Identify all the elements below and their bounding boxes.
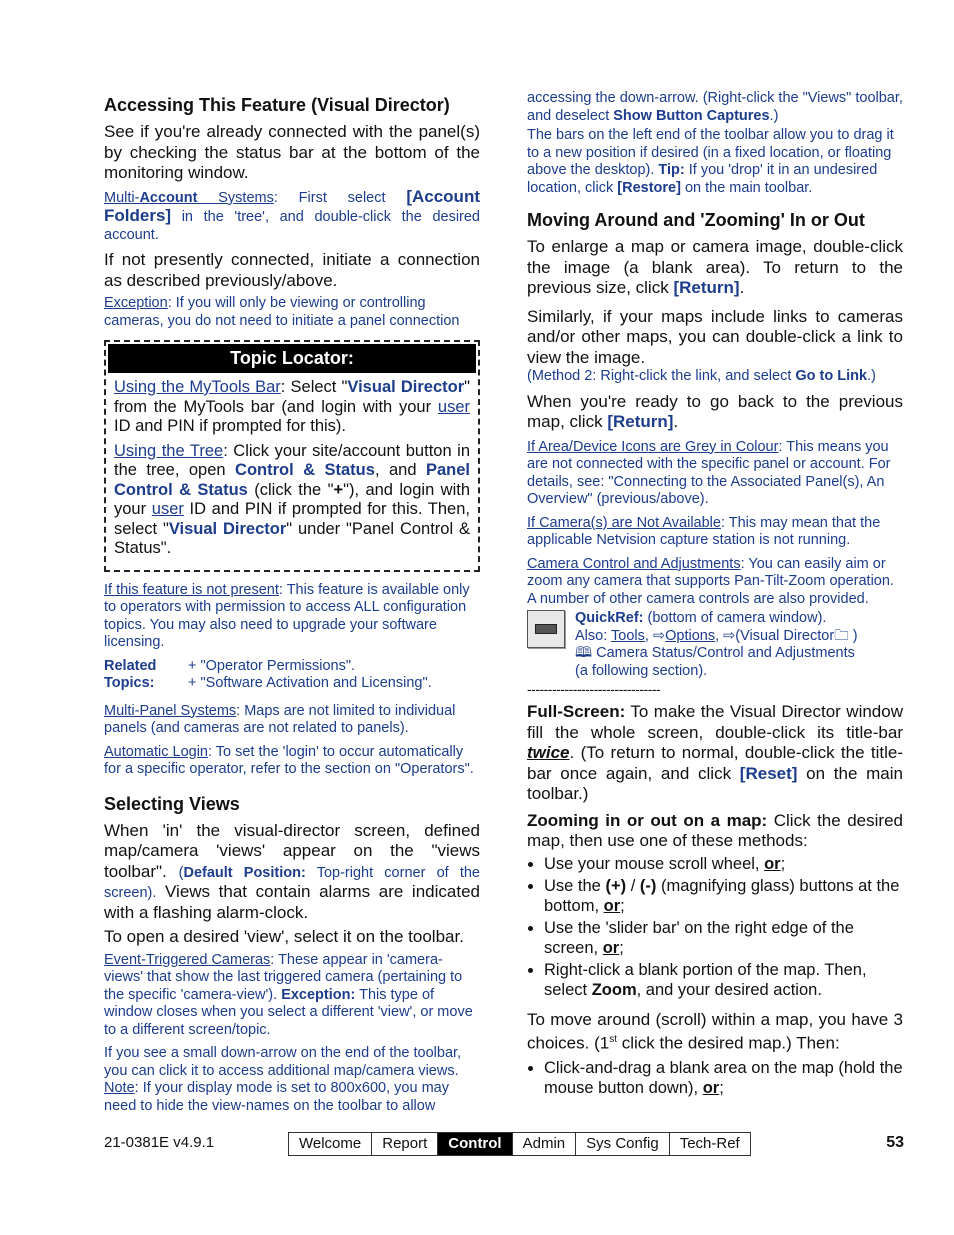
- link-multi-panel-systems[interactable]: Multi-Panel Systems: [104, 702, 237, 719]
- paragraph-full-screen: Full-Screen: To make the Visual Director window fill the whole screen, double-click its title-bar twice. (To return to normal, double-click the title-bar once again, and click [Reset] on the main toolbar.): [527, 702, 903, 803]
- related-item-permissions[interactable]: + "Operator Permissions".: [188, 657, 356, 674]
- paragraph-initiate: If not presently connected, initiate a connection as described previously/above.: [104, 250, 480, 290]
- arrow-right-icon: ⇨: [652, 627, 666, 644]
- note-multi-account: Multi-Account Systems: First select [Account Folders] in the 'tree', and double-click the desired account.: [104, 186, 480, 243]
- separator-dashes: --------------------------------: [527, 681, 661, 697]
- camera-toolbar-icon: [527, 610, 565, 648]
- note-camera-control: Camera Control and Adjustments: You can easily aim or zoom any camera that supports Pan-Tilt-Zoom operation. A number of other camera controls are also provided.: [527, 555, 894, 607]
- note-method-2: (Method 2: Right-click the link, and select Go to Link.): [527, 368, 876, 384]
- related-label: Related: [104, 657, 157, 674]
- topic-mytools: Using the MyTools Bar: Select "Visual Director" from the MyTools bar (and login with your user ID and PIN if prompted for this).: [114, 378, 471, 435]
- link-grey-icons[interactable]: If Area/Device Icons are Grey in Colour: [527, 438, 779, 455]
- paragraph-move-around: To move around (scroll) within a map, you have 3 choices. (1st click the desired map.) Then:: [527, 1009, 903, 1053]
- link-event-triggered-cameras[interactable]: Event-Triggered Cameras: [104, 951, 271, 968]
- folder-icon: 🗀: [834, 627, 849, 644]
- paragraph-go-back: When you're ready to go back to the previous map, click [Return].: [527, 391, 903, 431]
- link-feature-not-present[interactable]: If this feature is not present: [104, 581, 279, 598]
- note-camera-not-available: If Camera(s) are Not Available: This may mean that the applicable Netvision capture station is not running.: [527, 514, 881, 548]
- zoom-methods-list: [527, 854, 903, 1000]
- note-feature-not-present: If this feature is not present: This feature is available only to operators with permission to access ALL configuration topics. You may also need to upgrade your software licensing.: [104, 581, 470, 650]
- topic-tree: Using the Tree: Click your site/account button in the tree, open Control & Status, and Panel Control & Status (click the "+"), and login with your user ID and PIN if prompted for this. Then, select "Visual Director" under "Panel Control & Status".: [114, 441, 470, 557]
- quickref-block: QuickRef: (bottom of camera window). Also: Tools, ⇨Options, ⇨(Visual Director🗀 ) 🕮 Camera Status/Control and Adjustments (a following section).: [527, 610, 903, 680]
- menu-ref-options[interactable]: Options,: [665, 627, 720, 644]
- page-footer: [104, 1132, 904, 1156]
- return-button-ref: [Return]: [673, 278, 740, 297]
- paragraph-zooming: Zooming in or out on a map: Click the desired map, then use one of these methods:: [527, 810, 903, 850]
- list-item: • Use your mouse scroll wheel, or;: [544, 854, 903, 874]
- note-exception: Exception: If you will only be viewing or controlling cameras, you do not need to initiate a panel connection: [104, 295, 460, 329]
- topics-label: Topics:: [104, 675, 155, 691]
- paragraph-views: When 'in' the visual-director screen, defined map/camera 'views' appear on the "views toolbar". (Default Position: Top-right corner of the screen). Views that contain alarms are indicated with a flashing alarm-clock.: [104, 820, 480, 922]
- link-automatic-login[interactable]: Automatic Login: [104, 743, 208, 760]
- note-display-mode: Note: If your display mode is set to 800x600, you may need to hide the view-names on the toolbar to allow: [104, 1080, 449, 1114]
- link-using-the-tree[interactable]: Using the Tree: [114, 441, 224, 460]
- tab-admin[interactable]: Admin: [513, 1133, 577, 1155]
- topic-locator-title: Topic Locator:: [108, 344, 476, 373]
- move-methods-list: [527, 1058, 903, 1098]
- menu-ref-tools[interactable]: Tools,: [611, 627, 649, 644]
- note-automatic-login: Automatic Login: To set the 'login' to occur automatically for a specific operator, refer to the section on "Operators".: [104, 743, 474, 777]
- paragraph-links: Similarly, if your maps include links to cameras and/or other maps, you can double-click a link to view the image.: [527, 306, 903, 367]
- related-topics: [104, 658, 480, 693]
- quickref-label: QuickRef:: [575, 610, 644, 626]
- list-item: • Right-click a blank portion of the map. Then, select Zoom, and your desired action.: [544, 960, 903, 1000]
- paragraph-open-view: To open a desired 'view', select it on the toolbar.: [104, 927, 464, 946]
- document-version: 21-0381E v4.9.1: [104, 1134, 215, 1151]
- link-user-2[interactable]: user: [151, 500, 184, 518]
- link-using-mytools-bar[interactable]: Using the MyTools Bar: [114, 378, 281, 396]
- list-item: • Use the 'slider bar' on the right edge of the screen, or;: [544, 918, 903, 958]
- link-multi-account-systems[interactable]: Multi-Account Systems: [104, 189, 274, 206]
- link-camera-control[interactable]: Camera Control and Adjustments: [527, 555, 741, 572]
- link-note[interactable]: Note: [104, 1080, 135, 1096]
- book-icon: 🕮: [575, 645, 593, 661]
- note-grey-icons: If Area/Device Icons are Grey in Colour: This means you are not connected with the specific panel or account. For details, see: "Connecting to the Associated Panel(s), An Overview" (previous/above).: [527, 438, 891, 507]
- arrow-right-icon: ⇨: [723, 627, 736, 644]
- note-deselect-captures: accessing the down-arrow. (Right-click the "Views" toolbar, and deselect Show Button Captures.): [527, 90, 903, 124]
- section-heading-accessing: Accessing This Feature (Visual Director): [104, 95, 450, 115]
- section-heading-selecting-views: Selecting Views: [104, 793, 240, 814]
- link-user[interactable]: user: [437, 397, 471, 416]
- link-exception[interactable]: Exception: [104, 295, 168, 311]
- note-toolbar-drag: The bars on the left end of the toolbar allow you to drag it to a new position if desired (in a fixed location, or floating above the desktop). Tip: If you 'drop' it in an undesired location, click [Restore] on the main toolbar.: [527, 127, 894, 196]
- link-camera-not-available[interactable]: If Camera(s) are Not Available: [527, 514, 721, 531]
- list-item: • Click-and-drag a blank area on the map (hold the mouse button down), or;: [544, 1058, 903, 1098]
- tab-control[interactable]: Control: [438, 1133, 512, 1155]
- list-item: • Use the (+) / (-) (magnifying glass) buttons at the bottom, or;: [544, 876, 903, 916]
- paragraph-enlarge: To enlarge a map or camera image, double-click the image (a blank area). To return to the previous size, click [Return].: [527, 237, 903, 297]
- footer-nav-tabs: [288, 1132, 751, 1156]
- note-event-triggered: Event-Triggered Cameras: These appear in 'camera-views' that show the last triggered camera (pertaining to the specific 'camera-view'). Exception: This type of window closes when you select a different 'view', or move to a different screen/topic.: [104, 951, 473, 1038]
- tab-welcome[interactable]: Welcome: [289, 1133, 372, 1155]
- note-multi-panel: Multi-Panel Systems: Maps are not limited to individual panels (and cameras are not related to panels).: [104, 702, 456, 736]
- tab-tech-ref[interactable]: Tech-Ref: [679, 1135, 740, 1152]
- page-number: 53: [886, 1134, 904, 1151]
- tab-sys-config[interactable]: Sys Config: [576, 1133, 670, 1155]
- paragraph-status-check: See if you're already connected with the panel(s) by checking the status bar at the bottom of the monitoring window.: [104, 122, 480, 182]
- tab-report[interactable]: Report: [372, 1133, 438, 1155]
- note-down-arrow: If you see a small down-arrow on the end of the toolbar, you can click it to access additional map/camera views.: [104, 1045, 462, 1079]
- left-column: [104, 90, 480, 1121]
- right-column: [527, 90, 903, 1102]
- section-heading-moving-around: Moving Around and 'Zooming' In or Out: [527, 210, 865, 230]
- topic-locator-box: [104, 340, 480, 572]
- related-item-licensing[interactable]: + "Software Activation and Licensing".: [188, 675, 432, 691]
